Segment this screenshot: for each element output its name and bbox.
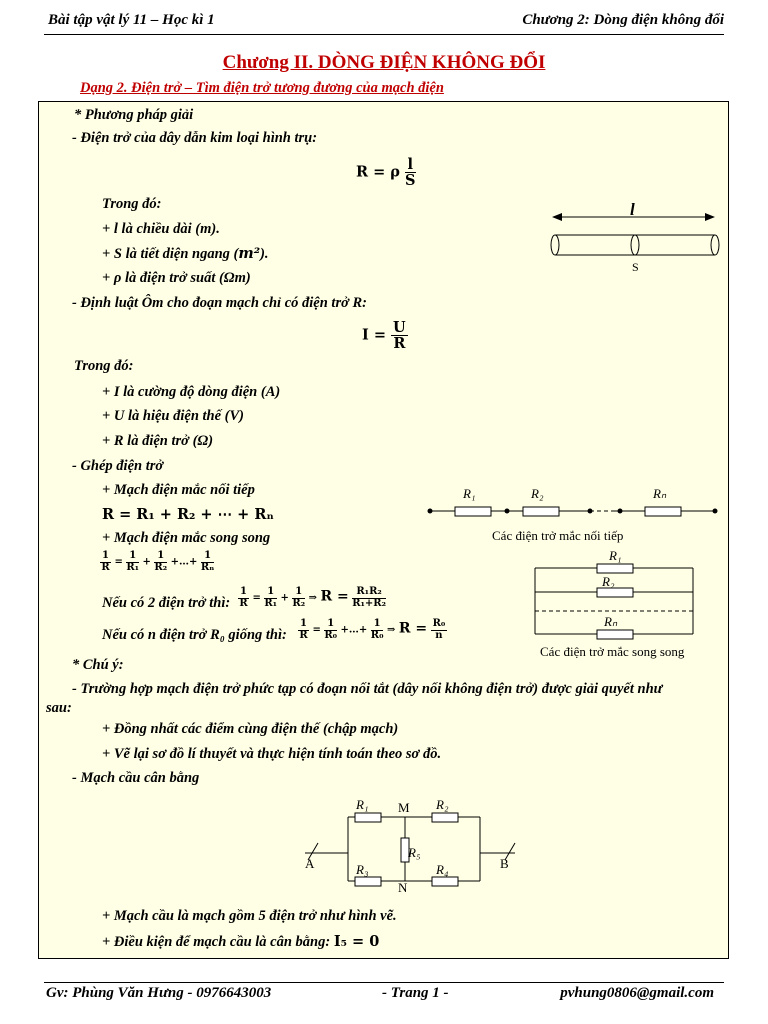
series-formula: R = R₁ + R₂ + ⋯ + Rₙ bbox=[102, 506, 274, 523]
two-resistors-formula: $\frac{1}{R}$ = $\frac{1}{\text{R₁}}$ + $\frac{1}{\text{R₂}}$ ⇒ R = $\frac{\text{R₁R₂}}{\text{R₁+R₂}}$ bbox=[239, 586, 386, 609]
parallel-r2-label: R₂ bbox=[602, 574, 615, 589]
bridge-b-label: B bbox=[500, 856, 509, 871]
wire-section-label: S bbox=[632, 260, 639, 274]
footer-author: Gv: Phùng Văn Hưng - 0976643003 bbox=[46, 985, 272, 1001]
current-desc: + I là cường độ dòng điện (A) bbox=[102, 384, 281, 400]
section-subtitle: Dạng 2. Điện trở – Tìm điện trở tương đương của mạch điện bbox=[80, 80, 444, 96]
header-left: Bài tập vật lý 11 – Học kì 1 bbox=[48, 12, 215, 28]
formula-resistance: R = ρ $\frac{l}{S}$ bbox=[356, 156, 416, 190]
parallel-circuit bbox=[535, 562, 695, 642]
parallel-heading: + Mạch điện mắc song song bbox=[102, 530, 271, 546]
two-resistors-label: Nếu có 2 điện trở thì: bbox=[102, 595, 231, 611]
bridge-desc: + Mạch cầu là mạch gồm 5 điện trở như hình vẽ. bbox=[102, 908, 397, 924]
footer-page-number: - Trang 1 - bbox=[382, 985, 449, 1001]
bridge-r5-label: R₅ bbox=[408, 845, 421, 860]
redraw-step: + Vẽ lại sơ đồ lí thuyết và thực hiện tính toán theo sơ đồ. bbox=[102, 746, 442, 762]
where-label-1: Trong đó: bbox=[102, 196, 162, 212]
wire-length-label: l bbox=[630, 200, 635, 219]
voltage-desc: + U là hiệu điện thế (V) bbox=[102, 408, 244, 424]
bridge-r4-label: R₄ bbox=[436, 862, 449, 877]
chapter-title: Chương II. DÒNG ĐIỆN KHÔNG ĐỔI bbox=[222, 52, 546, 73]
footer-email: pvhung0806@gmail.com bbox=[560, 985, 714, 1001]
area-desc: + S là tiết diện ngang (m²). bbox=[102, 245, 269, 262]
bridge-a-label: A bbox=[305, 856, 315, 871]
bridge-r1-label: R₁ bbox=[356, 797, 369, 812]
bridge-r2-label: R₂ bbox=[436, 797, 449, 812]
parallel-caption: Các điện trở mắc song song bbox=[540, 644, 685, 659]
bridge-n-label: N bbox=[398, 880, 408, 895]
resistivity-desc: + ρ là điện trở suất (Ωm) bbox=[102, 270, 251, 286]
note-heading: * Chú ý: bbox=[72, 657, 124, 673]
series-heading: + Mạch điện mắc nối tiếp bbox=[102, 482, 255, 498]
n-resistors-formula: $\frac{1}{R}$ = $\frac{1}{\text{R₀}}$ +…+ $\frac{1}{\text{R₀}}$ ⇒ R = $\frac{\text{R₀}}{n}$ bbox=[299, 618, 446, 641]
series-r1-label: R₁ bbox=[463, 486, 476, 501]
length-desc: + l là chiều dài (m). bbox=[102, 221, 220, 237]
combine-heading: - Ghép điện trở bbox=[72, 458, 164, 474]
header-right: Chương 2: Dòng điện không đổi bbox=[522, 12, 724, 28]
series-caption: Các điện trở mắc nối tiếp bbox=[492, 528, 624, 543]
n-resistors-label: Nếu có n điện trở R₀ giống thì: bbox=[102, 627, 287, 643]
formula-ohm: I = $\frac{U}{R}$ bbox=[362, 319, 406, 353]
series-rn-label: Rₙ bbox=[653, 486, 667, 501]
resistance-heading: - Điện trở của dây dẫn kim loại hình trụ: bbox=[72, 130, 318, 146]
ohm-law-heading: - Định luật Ôm cho đoạn mạch chỉ có điện trở R: bbox=[72, 295, 367, 311]
parallel-r1-label: R₁ bbox=[609, 548, 622, 563]
bridge-m-label: M bbox=[398, 800, 410, 815]
resistor-desc: + R là điện trở (Ω) bbox=[102, 433, 214, 449]
series-r2-label: R₂ bbox=[531, 486, 544, 501]
method-heading: * Phương pháp giải bbox=[74, 107, 194, 123]
header-divider bbox=[44, 34, 724, 35]
same-potential-step: + Đồng nhất các điểm cùng điện thế (chập mạch) bbox=[102, 721, 399, 737]
bridge-condition: + Điều kiện để mạch cầu là cân bằng: I₅ = 0 bbox=[102, 933, 380, 950]
parallel-formula: $\frac{1}{R}$ = $\frac{1}{\text{R₁}}$ + $\frac{1}{\text{R₂}}$ +…+ $\frac{1}{\text{Rₙ}}$ bbox=[101, 550, 215, 573]
bridge-heading: - Mạch cầu cân bằng bbox=[72, 770, 200, 786]
complex-case-line2: sau: bbox=[46, 700, 72, 716]
bridge-r3-label: R₃ bbox=[356, 862, 369, 877]
complex-case-line1: - Trường hợp mạch điện trở phức tạp có đoạn nối tắt (dây nối không điện trở) được giải quyết như bbox=[72, 681, 663, 697]
footer-divider bbox=[44, 982, 724, 983]
parallel-rn-label: Rₙ bbox=[604, 614, 618, 629]
where-label-2: Trong đó: bbox=[74, 358, 134, 374]
